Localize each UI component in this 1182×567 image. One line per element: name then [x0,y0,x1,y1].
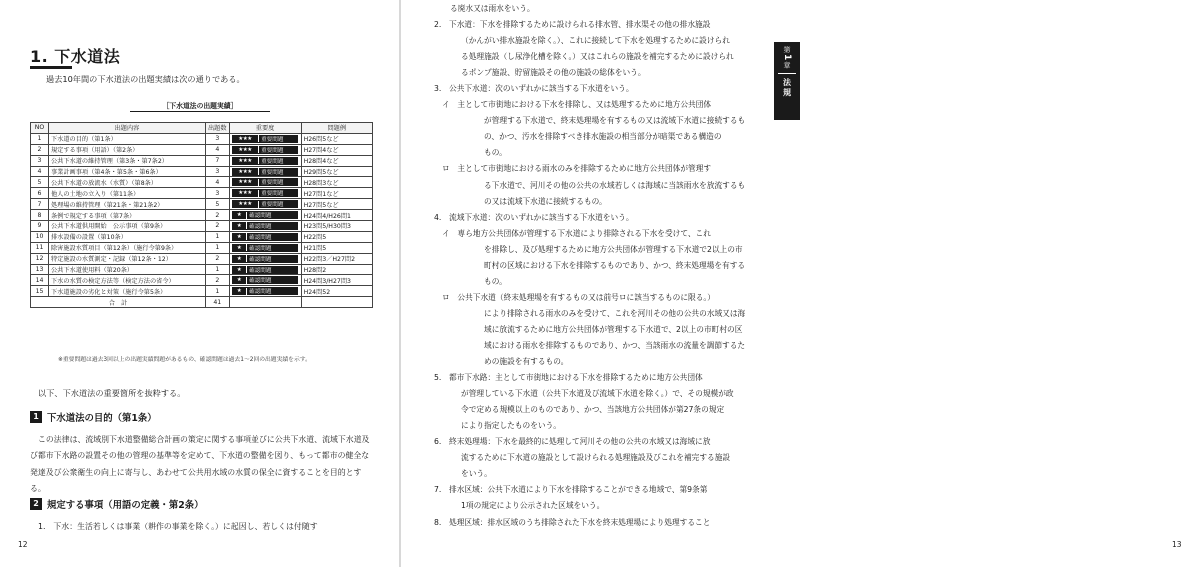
cell-example: H21問5 [301,242,372,253]
star-icon: ★ [236,233,242,240]
cell-no: 10 [31,231,49,242]
text-line: るポンプ施設、貯留施設その他の施設の総体をいう。 [461,68,646,78]
text-line: もの。 [484,276,507,286]
chapter-title: 1. 下水道法 [30,47,121,66]
chapter-tab-number: 第1章 [782,46,792,70]
cell-topic: 規定する事項（用語）（第2条） [49,144,206,155]
table-row [31,231,373,242]
cell-topic: 公共下水道供用開始 公示事項（第9条） [49,221,206,232]
text-line: 1項の規定により公示された区域をいう。 [461,501,605,511]
exam-record-table [30,122,373,308]
cell-count: 4 [206,144,230,155]
table-total-row [31,297,373,308]
importance-badge [232,211,298,219]
cell-count: 2 [206,221,230,232]
importance-badge [232,200,298,208]
cell-topic: 公共下水道の放流水（水質）（第8条） [49,177,206,188]
importance-badge [232,287,298,295]
text-line: ロ 主として市街地における雨水のみを排除するために地方公共団体が管理す [442,164,712,174]
text-line: 5. 都市下水路：主として市街地における下水を排除するために地方公共団体 [434,373,703,383]
cell-no: 5 [31,177,49,188]
cell-example: H24問4/H26問1 [301,210,372,221]
cell-count: 3 [206,166,230,177]
title-underline [30,66,72,69]
badge-label: 確認問題 [249,267,272,274]
page-number-right: 13 [1172,540,1182,549]
table-row [31,166,373,177]
text-line: により排除される雨水のみを受けて、これを河川その他の公共の水域又は海 [484,308,746,318]
lead-text: 以下、下水道法の重要箇所を抜粋する。 [38,388,186,398]
star-icon: ★ [236,266,242,273]
cell-no: 7 [31,199,49,210]
cell-example: H27問5など [301,199,372,210]
section-1-text: この法律は、流域別下水道整備総合計画の策定に関する事項並びに公共下水道、流域下水道及び都市下水路の設置その他の管理の基準等を定めて、下水道の整備を図り、もって都市の健全な発達及び公衆衛生の向上に寄与し、あわせて公共用水域の水質の保全に資することを目的とする。 [30,435,370,493]
star-icon: ★ [236,277,242,284]
table-row [31,210,373,221]
text-line: 2. 下水道：下水を排除するために設けられる排水管、排水渠その他の排水施設 [434,20,711,30]
cell-example: H24問52 [301,286,372,297]
cell-importance [229,286,301,297]
section-heading-1 [30,410,157,424]
cell-topic: 他人の土地の立入り（第11条） [49,188,206,199]
star-icon: ★ [236,288,242,295]
intro-text: 過去10年間の下水道法の出題実績は次の通りである。 [46,74,245,84]
text-line: を排除し、及び処理するために地方公共団体が管理する下水道で2以上の市 [484,244,743,254]
cell-importance [229,210,301,221]
table-row [31,188,373,199]
cell-topic: 下水道の目的（第1条） [49,133,206,144]
cell-example: H22問5 [301,231,372,242]
table-body [31,133,373,307]
importance-badge [232,222,298,230]
table-row [31,133,373,144]
table-row [31,177,373,188]
text-line: 流するために下水道の施設として設けられる処理施設及びこれを補完する施設 [461,453,731,463]
table-row [31,242,373,253]
text-line: により指定したものをいう。 [461,421,561,431]
cell-importance [229,275,301,286]
table-row [31,275,373,286]
table-row [31,264,373,275]
star-icon: ★★★ [238,201,252,208]
cell-count: 1 [206,231,230,242]
text-line: もの。 [484,148,507,158]
col-no: NO [31,123,49,134]
importance-badge [232,233,298,241]
star-icon: ★★★ [238,157,252,164]
col-count: 出題数 [206,123,230,134]
text-line: 域に放流するために地方公共団体が管理する下水道で、2以上の市町村の区 [484,324,743,334]
text-line: 4. 流域下水道：次のいずれかに該当する下水道をいう。 [434,212,634,222]
cell-example: H22問3／H27問2 [301,253,372,264]
badge-label: 確認問題 [249,213,272,220]
cell-importance [229,264,301,275]
cell-topic: 事業計画事項（第4条・第5条・第6条） [49,166,206,177]
text-line: が管理している下水道（公共下水道及び流域下水道を除く。）で、その規模が政 [461,389,734,399]
cell-count: 5 [206,199,230,210]
cell-no: 12 [31,253,49,264]
importance-badge [232,266,298,274]
cell-topic: 排水設備の設置（第10条） [49,231,206,242]
cell-topic: 特定施設の水質測定・記録（第12条・12） [49,253,206,264]
text-line: の又は流域下水道に接続するもの。 [484,196,607,206]
text-line: の、かつ、汚水を排除すべき排水施設の相当部分が暗渠である構造の [484,132,722,142]
importance-badge [232,178,298,186]
chapter-tab-divider [778,73,796,74]
text-line: （かんがい排水施設を除く。）、これに接続して下水を処理するために設けられ [461,36,730,46]
table-caption: ［下水道法の出題実績］ [130,100,270,112]
cell-no: 2 [31,144,49,155]
importance-badge [232,135,298,143]
star-icon: ★ [236,222,242,229]
importance-badge [232,276,298,284]
cell-topic: 下水の水質の検定方法等（検定方法の省令） [49,275,206,286]
cell-example: H23問5/H30問3 [301,221,372,232]
text-line: 町村の区域における下水を排除するものであり、かつ、終末処理場を有する [484,260,746,270]
cell-count: 2 [206,253,230,264]
cell-no: 11 [31,242,49,253]
star-icon: ★★★ [238,179,252,186]
text-line: 7. 排水区域：公共下水道により下水を排除することができる地域で、第9条第 [434,485,708,495]
badge-label: 重要問題 [261,180,284,187]
table-row [31,199,373,210]
cell-no: 9 [31,221,49,232]
badge-label: 重要問題 [261,202,284,209]
badge-label: 確認問題 [249,223,272,230]
cell-importance [229,253,301,264]
section-number-badge: 1 [30,411,42,423]
cell-count: 7 [206,155,230,166]
star-icon: ★★★ [238,190,252,197]
star-icon: ★★★ [238,146,252,153]
definitions-text [428,1,778,531]
table-row [31,144,373,155]
cell-count: 3 [206,133,230,144]
cell-example: H28問2 [301,264,372,275]
text-line: 3. 公共下水道：次のいずれかに該当する下水道をいう。 [434,84,634,94]
star-icon: ★ [236,244,242,251]
table-row [31,253,373,264]
table-header-row [31,123,373,134]
cell-count: 2 [206,210,230,221]
text-line: る廃水又は雨水をいう。 [450,4,535,13]
badge-label: 重要問題 [261,191,284,198]
cell-importance [229,177,301,188]
total-label: 合 計 [31,297,206,308]
cell-importance [229,166,301,177]
badge-label: 確認問題 [249,278,272,285]
cell-no: 3 [31,155,49,166]
section-title: 下水道法の目的（第1条） [47,413,157,424]
importance-badge [232,157,298,165]
chapter-tab [774,42,800,120]
page-number-left: 12 [18,540,28,549]
cell-no: 6 [31,188,49,199]
cell-topic: 公共下水道の維持管理（第3条・第7条2） [49,155,206,166]
badge-label: 重要問題 [261,158,284,165]
badge-label: 確認問題 [249,289,272,296]
text-line: 8. 処理区域：排水区域のうち排除された下水を終末処理場により処理すること [434,517,711,527]
section-heading-2 [30,497,204,511]
cell-topic: 下水道施設の劣化と対策（施行令第5条） [49,286,206,297]
cell-no: 14 [31,275,49,286]
text-line: が管理する下水道で、終末処理場を有するもの又は流域下水道に接続するも [484,116,746,126]
cell-importance [229,188,301,199]
cell-count: 4 [206,177,230,188]
importance-badge [232,168,298,176]
cell-example: H27問4など [301,144,372,155]
importance-badge [232,146,298,154]
section-title: 規定する事項（用語の定義・第2条） [47,500,204,511]
cell-topic: 条例で規定する事項（第7条） [49,210,206,221]
col-importance: 重要度 [229,123,301,134]
left-page [0,0,400,567]
cell-importance [229,144,301,155]
section-number-badge: 2 [30,498,42,510]
badge-label: 確認問題 [249,234,272,241]
badge-label: 確認問題 [249,256,272,263]
cell-example: H26問5など [301,133,372,144]
text-line: 6. 終末処理場：下水を最終的に処理して河川その他の公共の水域又は海域に放 [434,437,711,447]
star-icon: ★ [236,212,242,219]
cell-importance [229,221,301,232]
col-topic: 出題内容 [49,123,206,134]
cell-count: 1 [206,286,230,297]
cell-count: 1 [206,264,230,275]
cell-topic: 公共下水道使用料（第20条） [49,264,206,275]
col-example: 問題例 [301,123,372,134]
badge-label: 重要問題 [261,147,284,154]
cell-no: 8 [31,210,49,221]
importance-badge [232,189,298,197]
cell-example: H29問5など [301,166,372,177]
cell-importance [229,155,301,166]
total-count: 41 [206,297,230,308]
cell-example: H24問3/H27問3 [301,275,372,286]
cell-importance [229,231,301,242]
text-line: る下水道で、河川その他の公共の水域若しくは海域に当該雨水を放流するも [484,180,746,190]
cell-count: 1 [206,242,230,253]
text-line: ロ 公共下水道（終末処理場を有するもの又は前号ロに該当するものに限る。） [442,292,715,302]
badge-label: 重要問題 [261,169,284,176]
importance-badge [232,255,298,263]
text-line: 域における雨水を排除するものであり、かつ、当該雨水の流量を調節するた [484,340,746,350]
chapter-tab-title: 法規 [782,78,792,99]
table-row [31,155,373,166]
cell-example: H28問4など [301,155,372,166]
right-page [400,0,1182,567]
table-row [31,221,373,232]
cell-topic: 処理場の維持管理（第21条・第21条2） [49,199,206,210]
text-line: 令で定める規模以上のものであり、かつ、当該地方公共団体が第27条の規定 [461,405,725,415]
text-line: る処理施設（し尿浄化槽を除く。）又はこれらの施設を補完するために設けられ [461,52,734,62]
star-icon: ★ [236,255,242,262]
text-line: イ 専ら地方公共団体が管理する下水道により排除される下水を受けて、これ [442,228,711,238]
cell-no: 1 [31,133,49,144]
cell-topic: 除害施設水質項目（第12条）（施行令第9条） [49,242,206,253]
text-line: イ 主として市街地における下水を排除し、又は処理するために地方公共団体 [442,100,712,110]
text-line: めの施設を有するもの。 [484,357,569,367]
cell-no: 13 [31,264,49,275]
section-2-text: 1. 下水：生活若しくは事業（耕作の事業を除く。）に起因し、若しくは付随す [38,522,318,531]
cell-count: 3 [206,188,230,199]
cell-example: H28問3など [301,177,372,188]
badge-label: 確認問題 [249,245,272,252]
badge-label: 重要問題 [261,136,284,143]
cell-importance [229,133,301,144]
importance-badge [232,244,298,252]
cell-count: 2 [206,275,230,286]
cell-no: 15 [31,286,49,297]
table-row [31,286,373,297]
table-note: ※重要問題は過去3回以上の出題実績問題があるもの、確認問題は過去1〜2回の出題実績を示す。 [58,357,311,363]
star-icon: ★★★ [238,168,252,175]
text-line: をいう。 [461,469,492,479]
cell-example: H27問1など [301,188,372,199]
cell-no: 4 [31,166,49,177]
cell-importance [229,199,301,210]
star-icon: ★★★ [238,135,252,142]
cell-importance [229,242,301,253]
